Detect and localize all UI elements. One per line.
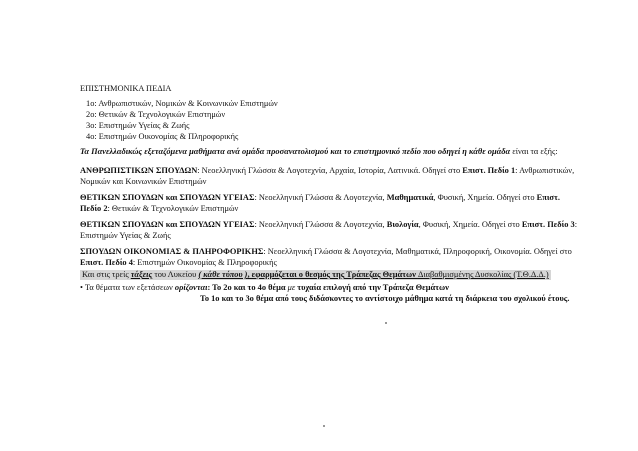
intro-emphasis: Τα Πανελλαδικώς εξεταζόμενα μαθήματα ανά ομάδα προσανατολισμού και το επιστημονικό πεδίο που οδηγεί η κάθε ομάδα [80,147,511,156]
field-item-2: 2ο: Θετικών & Τεχνολογικών Επιστημών [86,110,226,119]
group-3-line-1-run: : [574,220,578,229]
group-1-line-2 [80,177,206,187]
group-4-line-2-run: : Επιστημών Οικονομίας & Πληροφορικής [132,258,277,267]
bullet-line-1-text [85,283,449,292]
group-1-line-1-run: Επιστ. Πεδίο 1 [462,166,516,175]
group-4-line-2-run: Επιστ. Πεδίο 4 [80,258,133,267]
highlight-run: τάξεις [130,270,153,279]
group-1-line-2-run: Νομικών και Κοινωνικών Επιστημών [80,177,207,186]
highlight-run: Διαβαθμισμένης Δυσκολίας (Τ.Θ.Δ.Δ.) [417,270,549,279]
group-1-line-1-run: : Νεοελληνική Γλώσσα & Λογοτεχνία, Αρχαία, Ιστορία, Λατινικά. Οδηγεί στο [197,166,463,175]
group-3-line-1-run: Επιστ. Πεδίο 3 [521,220,575,229]
group-3-line-1-run: : Νεοελληνική Γλώσσα & Λογοτεχνία, [254,220,387,229]
group-2-line-2 [80,204,238,214]
bullet-line-1-run: με [287,283,296,292]
group-3-line-2 [80,231,171,241]
group-3-line-1-run: Βιολογία [386,220,419,229]
group-2-line-1-run: Επιστ. [536,193,560,202]
scan-speck [385,322,387,324]
group-3-line-2-run: Επιστημών Υγείας & Ζωής [80,231,171,240]
group-2-line-1-run: ΘΕΤΙΚΩΝ ΣΠΟΥΔΩΝ και ΣΠΟΥΔΩΝ ΥΓΕΙΑΣ [80,193,255,202]
group-2-line-1-run: : Νεοελληνική Γλώσσα & Λογοτεχνία, [254,193,387,202]
field-item-3: 3ο: Επιστημών Υγείας & Ζωής [86,121,190,130]
group-3-line-1 [80,220,577,230]
group-3-line-1-run: ΘΕΤΙΚΩΝ ΣΠΟΥΔΩΝ και ΣΠΟΥΔΩΝ ΥΓΕΙΑΣ [80,220,255,229]
group-4-line-2 [80,258,277,268]
group-2-line-1 [80,193,560,203]
page-heading: ΕΠΙΣΤΗΜΟΝΙΚΑ ΠΕΔΙΑ [80,84,172,93]
bullet-icon: • [80,283,83,292]
group-2-line-2-run: Πεδίο 2 [80,204,108,213]
highlighted-note [80,270,551,280]
group-4-line-1-run: : Νεοελληνική Γλώσσα & Λογοτεχνία, Μαθηματικά, Πληροφορική, Οικονομία. Οδηγεί στο [263,247,572,256]
intro-tail: είναι τα εξής: [510,147,558,156]
group-1-line-1 [80,166,574,176]
bullet-line-1-run: : Το 2ο και το 4ο θέμα [207,283,288,292]
highlight-run: Και στις τρείς [82,270,131,279]
field-item-1: 1ο: Ανθρωπιστικών, Νομικών & Κοινωνικών Επιστημών [86,99,278,108]
group-4-line-1-run: ΣΠΟΥΔΩΝ ΟΙΚΟΝΟΜΙΑΣ & ΠΛΗΡΟΦΟΡΙΚΗΣ [80,247,264,256]
scan-speck [323,425,325,427]
group-1-line-1-run: ΑΝΘΡΩΠΙΣΤΙΚΩΝ ΣΠΟΥΔΩΝ [80,166,198,175]
group-3-line-1-run: , Φυσική, Χημεία. Οδηγεί στο [418,220,522,229]
group-2-line-2-run: : Θετικών & Τεχνολογικών Επιστημών [107,204,239,213]
field-item-4: 4ο: Επιστημών Οικονομίας & Πληροφορικής [86,132,239,141]
group-1-line-1-run: : Ανθρωπιστικών, [515,166,575,175]
bullet-line-2: Το 1ο και το 3ο θέμα από τους διδάσκοντες το αντίστοιχο μάθημα κατά τη διάρκεια του σχολικού έτους. [200,294,570,303]
highlight-run: ( κάθε τύπου ) [198,270,248,279]
bullet-line-1-run: Τα θέματα των εξετάσεων [84,283,175,292]
bullet-line-1-run: τυχαία επιλογή από την Τράπεζα Θεμάτων [295,283,449,292]
group-2-line-1-run: Μαθηματικά [386,193,434,202]
bullet-line-1-run: ορίζονται [174,283,208,292]
intro-paragraph [80,147,558,157]
bullet-line-1 [80,283,449,293]
group-2-line-1-run: , Φυσική, Χημεία. Οδηγεί στο [433,193,537,202]
highlight-run: του Λυκείου [152,270,199,279]
highlight-run: , εφαρμόζεται ο θεσμός της Τράπεζας Θεμάτων [247,270,418,279]
group-4-line-1 [80,247,572,257]
